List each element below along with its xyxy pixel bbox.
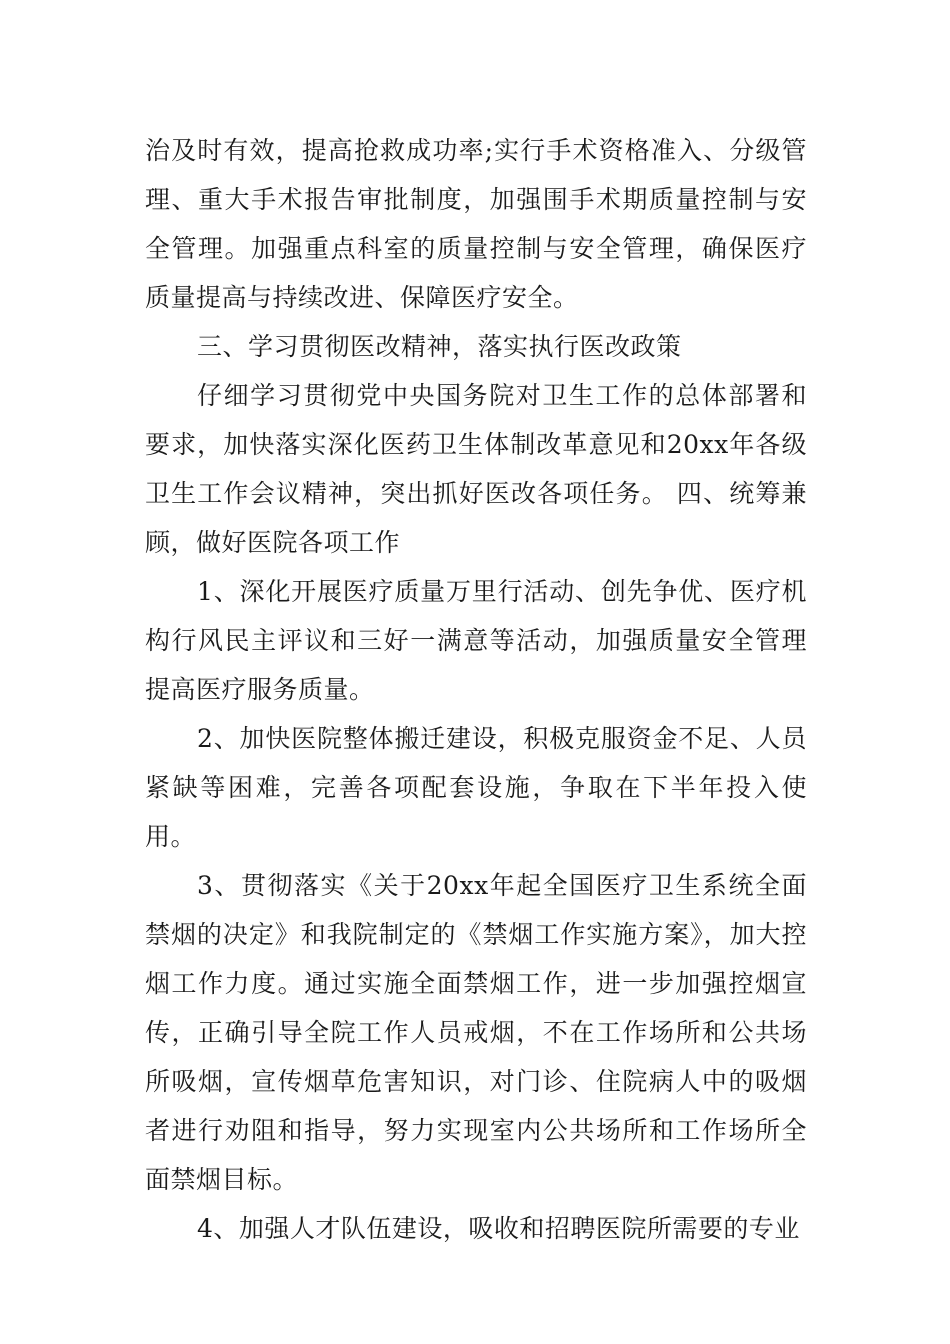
- section-heading-3: 三、学习贯彻医改精神，落实执行医改政策: [197, 332, 682, 361]
- list-item-1: 1、深化开展医疗质量万里行活动、创先争优、医疗机构行风民主评议和三好一满意等活动，加强质量安全管理提高医疗服务质量。: [145, 577, 807, 704]
- paragraph-continuation: 治及时有效，提高抢救成功率;实行手术资格准入、分级管理、重大手术报告审批制度，加强围手术期质量控制与安全管理。加强重点科室的质量控制与安全管理，确保医疗质量提高与持续改进、保障医疗安全。: [145, 136, 807, 312]
- paragraph-section-3: 仔细学习贯彻党中央国务院对卫生工作的总体部署和要求，加快落实深化医药卫生体制改革意见和20xx年各级卫生工作会议精神，突出抓好医改各项任务。 四、统筹兼顾，做好医院各项工作: [145, 381, 807, 557]
- document-body: [145, 126, 807, 1253]
- list-item-2: 2、加快医院整体搬迁建设，积极克服资金不足、人员紧缺等困难，完善各项配套设施，争取在下半年投入使用。: [145, 724, 807, 851]
- list-item-4: 4、加强人才队伍建设，吸收和招聘医院所需要的专业: [197, 1214, 800, 1243]
- list-item-3: 3、贯彻落实《关于20xx年起全国医疗卫生系统全面禁烟的决定》和我院制定的《禁烟工作实施方案》，加大控烟工作力度。通过实施全面禁烟工作，进一步加强控烟宣传，正确引导全院工作人员戒烟，不在工作场所和公共场所吸烟，宣传烟草危害知识，对门诊、住院病人中的吸烟者进行劝阻和指导，努力实现室内公共场所和工作场所全面禁烟目标。: [145, 871, 807, 1194]
